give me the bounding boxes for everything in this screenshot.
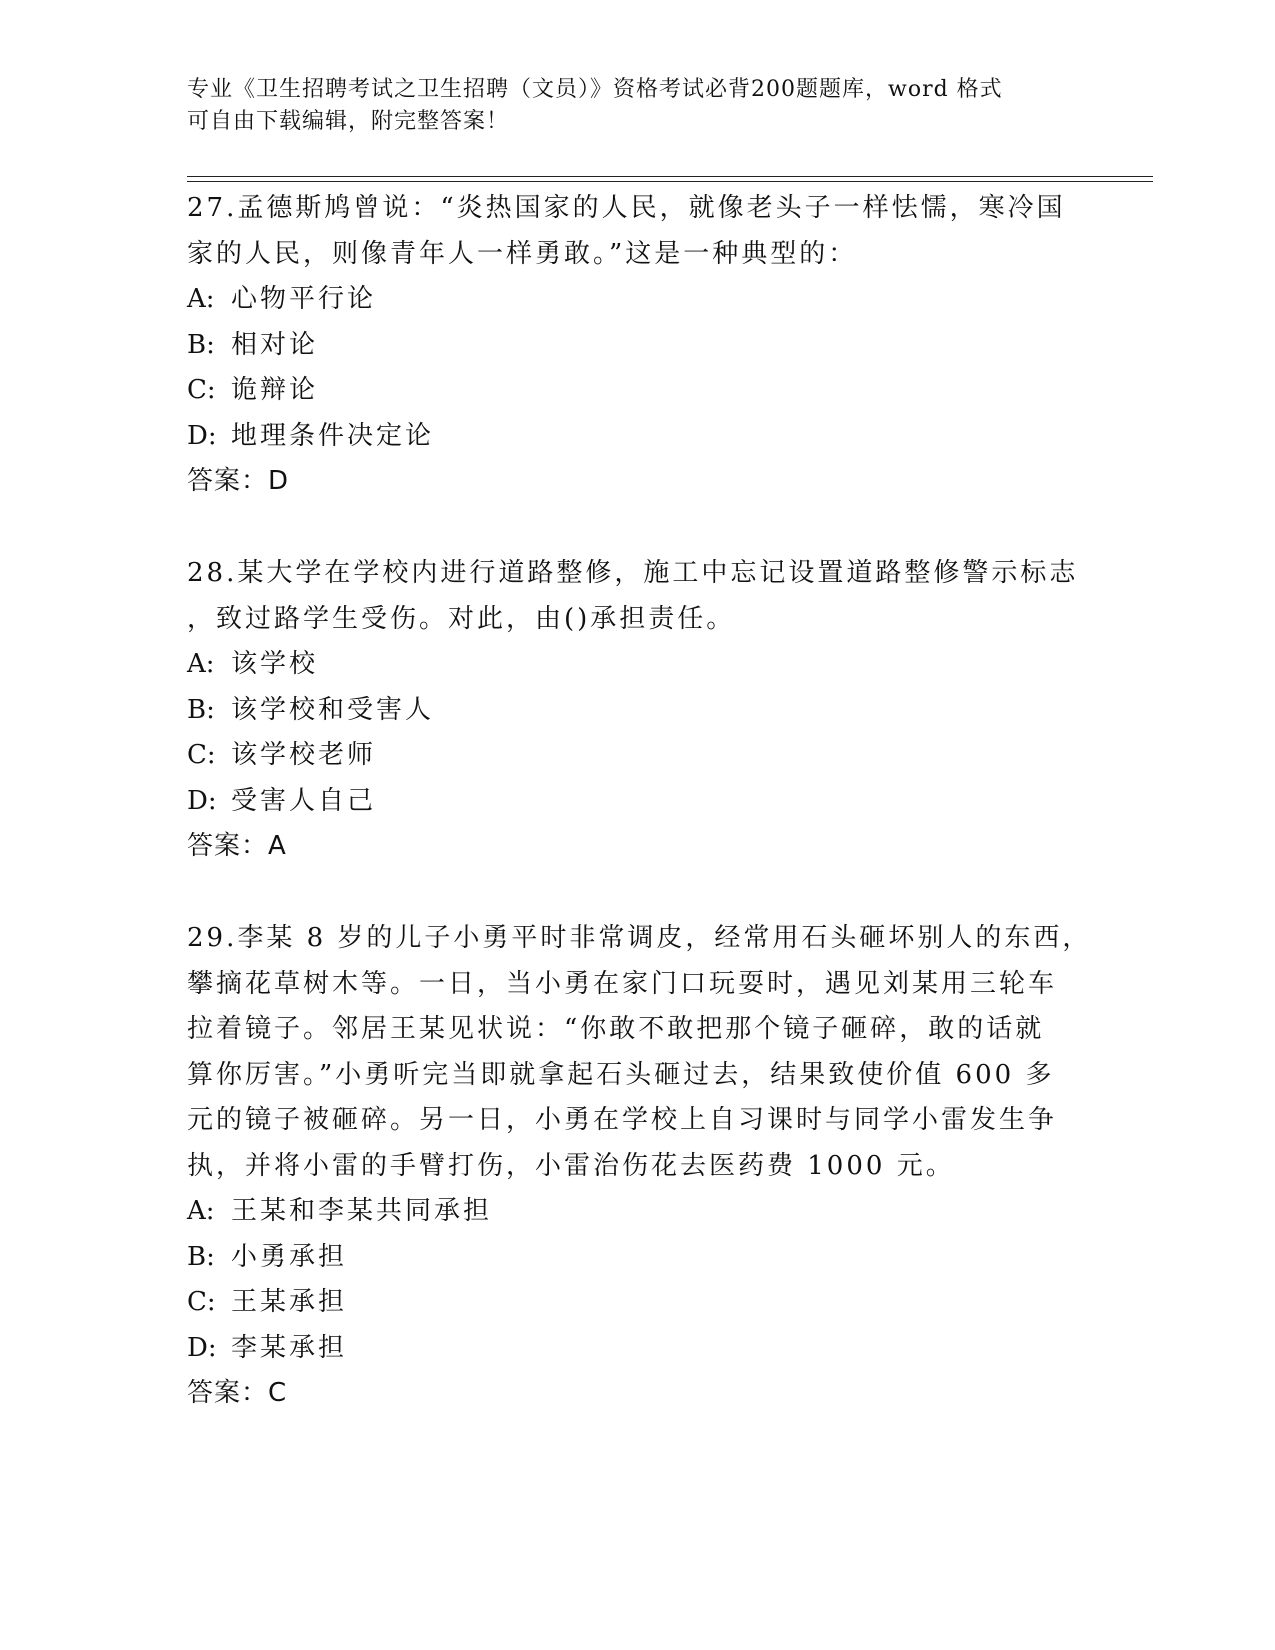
option-letter: A: <box>187 1196 215 1226</box>
option-text: 心物平行论 <box>231 284 377 314</box>
option-d <box>187 779 1087 825</box>
option-letter: D: <box>187 1332 217 1363</box>
option-text: 王某承担 <box>231 1287 348 1317</box>
option-text: 相对论 <box>231 329 319 360</box>
question-text-line: 算你厉害。”小勇听完当即就拿起石头砸过去，结果致使价值 600 多 <box>187 1059 1055 1090</box>
document-header <box>187 74 1067 138</box>
question-text-line: 27.孟德斯鸠曾说：“炎热国家的人民，就像老头子一样怯懦，寒冷国 <box>187 193 1066 223</box>
option-letter: B: <box>187 694 215 725</box>
option-text: 王某和李某共同承担 <box>231 1196 493 1226</box>
header-line-2: 可自由下载编辑，附完整答案！ <box>187 109 510 134</box>
option-text: 地理条件决定论 <box>231 420 435 451</box>
header-divider-bottom <box>187 181 1153 182</box>
question-text-line: 28.某大学在学校内进行道路整修，施工中忘记设置道路整修警示标志 <box>187 558 1079 588</box>
option-c <box>187 733 1087 779</box>
option-c <box>187 1280 1087 1326</box>
option-text: 小勇承担 <box>231 1241 348 1272</box>
option-letter: C: <box>187 375 216 405</box>
option-letter: B: <box>187 329 215 360</box>
option-text: 李某承担 <box>231 1332 348 1363</box>
option-letter: B: <box>187 1241 215 1272</box>
option-b <box>187 1235 1087 1281</box>
question-28 <box>187 551 1087 870</box>
option-letter: C: <box>187 740 216 770</box>
option-d <box>187 1326 1087 1372</box>
question-27 <box>187 186 1087 505</box>
question-text-line: 执，并将小雷的手臂打伤，小雷治伤花去医药费 1000 元。 <box>187 1150 955 1181</box>
option-b <box>187 688 1087 734</box>
question-29 <box>187 916 1092 1417</box>
option-text: 该学校和受害人 <box>231 694 435 725</box>
option-text: 该学校老师 <box>231 740 377 770</box>
question-text-line: 29.李某 8 岁的儿子小勇平时非常调皮，经常用石头砸坏别人的东西， <box>187 923 1092 953</box>
option-letter: D: <box>187 420 217 451</box>
option-b <box>187 323 1087 369</box>
question-text-line: 攀摘花草树木等。一日，当小勇在家门口玩耍时，遇见刘某用三轮车 <box>187 968 1058 999</box>
option-d <box>187 414 1087 460</box>
option-a <box>187 1189 1087 1235</box>
question-text-line: 拉着镜子。邻居王某见状说：“你敢不敢把那个镜子砸碎，敢的话就 <box>187 1014 1045 1044</box>
answer-line: 答案：C <box>187 1378 288 1408</box>
option-letter: D: <box>187 785 217 816</box>
option-letter: A: <box>187 649 215 679</box>
option-c <box>187 368 1087 414</box>
option-a <box>187 642 1087 688</box>
answer-line: 答案：A <box>187 831 287 861</box>
header-line-1: 专业《卫生招聘考试之卫生招聘（文员）》资格考试必背200题题库，word 格式 <box>187 77 1003 102</box>
option-letter: C: <box>187 1287 216 1317</box>
question-text-line: ，致过路学生受伤。对此，由()承担责任。 <box>187 603 736 634</box>
option-text: 受害人自己 <box>231 785 377 816</box>
option-a <box>187 277 1087 323</box>
option-letter: A: <box>187 284 215 314</box>
question-text-line: 元的镜子被砸碎。另一日，小勇在学校上自习课时与同学小雷发生争 <box>187 1105 1058 1135</box>
option-text: 该学校 <box>231 649 319 679</box>
option-text: 诡辩论 <box>231 375 319 405</box>
answer-line: 答案：D <box>187 466 290 496</box>
question-text-line: 家的人民，则像青年人一样勇敢。”这是一种典型的： <box>187 238 858 269</box>
header-divider-top <box>187 176 1153 177</box>
